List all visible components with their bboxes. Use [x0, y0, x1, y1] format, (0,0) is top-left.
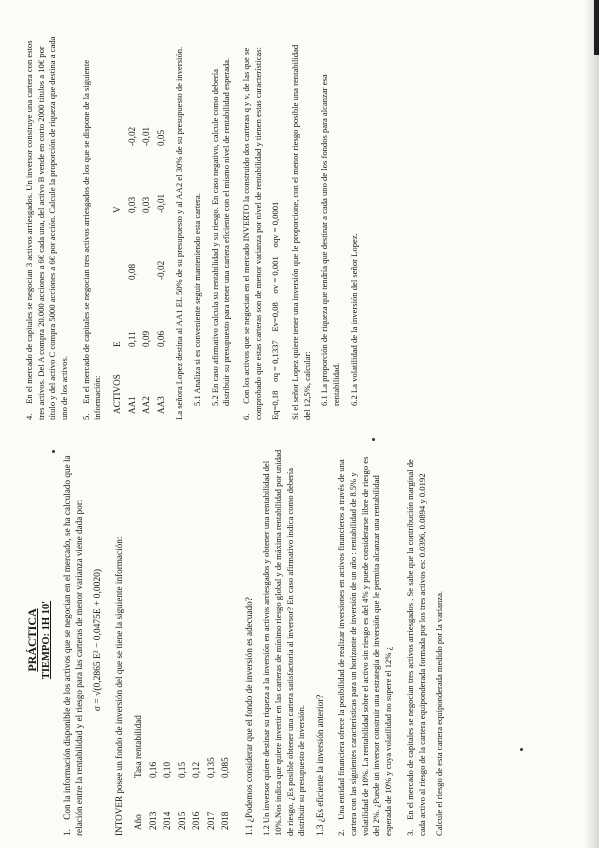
table-row: 2014 0,10 [162, 761, 173, 830]
question-5-2: 5.2 En caso afirmativo calcula su rentabilidad y su riesgo. En caso negativo, calcule como debería distribuir su presupuesto para tener una cartera eficiente con el mismo nivel de rentabilidad esperada. [209, 57, 232, 406]
right-column [24, 36, 366, 420]
assets-table [110, 85, 168, 420]
table-header-row [110, 85, 125, 420]
table-header-row [131, 709, 146, 836]
question-1-3: 1.3 ¿Es eficiente la inversión anterior? [314, 694, 325, 836]
table-row: AA3 0,06 -0,02 -0,01 0,05 [155, 129, 166, 414]
scan-edge-shadow [594, 0, 599, 55]
problem-1-statement: 1. Con la información disponible de los activos que se negocian en el mercado, se ha calculado que la relación entre la rentabilidad y el riesgo para las carteras de menor varianza viene dada por: [61, 455, 85, 836]
table-header: ACTIVOS [112, 374, 123, 414]
returns-table [131, 709, 233, 836]
table-row: 2017 0,135 [205, 757, 216, 830]
table-row: AA2 0,09 0,03 -0,01 [141, 126, 152, 414]
problem-4: 4. En el mercado de capitales se negocian 3 activos arriesgados. Un inversor construye una cartera con estos tres activos. Del A compra 20.000 acciones a 6€ cada una, del activo B vende en corto 2000 títulos a 10€ por título y del activo C compra 5000 acciones a 6€ por acción. Calcule la proporción de riqueza que destina a cada uno de los activos. [24, 36, 70, 420]
table-header [110, 219, 125, 286]
table-header: Año [133, 814, 144, 830]
table-header: V [112, 206, 123, 213]
problem-3-question: Calcule el riesgo de esta cartera equiponderada medido por la varianza. [434, 590, 445, 836]
problem-6: 6. Con los activos que se negocian en el mercado INVERTO la construido dos carteras q y v, de las que se comprobado que estas carteras son de menor varianza por nivel de rentabilidad y tienen estas características: [240, 47, 263, 420]
table-row: 2013 0,16 [147, 761, 158, 830]
problem-5-intro: 5. En el mercado de capitales se negocian tres activos arriesgados de los que se dispone de la siguiente información: [80, 59, 103, 420]
table-row: 2016 0,12 [191, 761, 202, 830]
table-header: E [112, 341, 123, 347]
table-row: AA1 0,11 0,08 0,03 -0,02 [126, 126, 137, 414]
left-column [24, 444, 452, 836]
question-1-1: 1.1 ¿Podemos considerar que el fondo de inversión es adecuado? [243, 597, 254, 836]
problem-2: 2. Una entidad financiera ofrece la posibilidad de realizar inversiones en activos financieros a través de una cartera con las siguientes características para un horizonte de inversión de un año : rentabilidad de 8.5% y volatilidad de 10%. La rentabilidad sobre el activo sin riesgo es del 4% y puede considerarse libre de riesgo es del 2%. ¿Puede un inversor construir una estrategia de inversión que le permita alcanzar una rentabilidad esperada de 10% y cuya volatilidad no supere el 12% ¿ [336, 456, 394, 836]
frontier-formula: σ = √(0,2865 E² − 0,0475E + 0,0020) [92, 568, 103, 712]
rotated-document [24, 36, 584, 836]
question-5-1: 5.1 Analiza si es conveniente seguir manteniendo esta cartera. [191, 193, 202, 406]
question-6-1: 6.1 La proporción de riqueza que tendría que destinar a cada uno de los fondos para alcanzar esa rentabilidad. [319, 74, 342, 406]
question-1-2: 1.2 Un inversor quiere destinar su riqueza a la inversión en activos arriesgados y obtener una rentabilidad del 10%.Nos indica que quiere invertir en las carteras de mínimo riesgo global y de máxima rentabilidad por unidad de riesgo. ¿Es posible obtener una cartera satisfactoria al inversor? En caso afirmativo indica como debería distribuir su presupuesto de inversión. [261, 449, 307, 836]
page-title: PRÁCTICA [25, 608, 39, 672]
time-limit: TIEMPO: 1H 10' [41, 600, 53, 680]
problem-6-data: Eq=0,18 σq = 0,1337 Ev=0,08 σv = 0,001 σqv = 0,0001 [270, 201, 281, 420]
problem-5-text: La señora Lopez destina al AA1 EL 50% de su presupuesto y al AA2 el 30% de su presupuesto de inversión. [174, 46, 185, 420]
problem-6-text-2: Si el señor Lopez quiere tener una inversión que le proporcione, con el menor riesgo posible una rentabilidad del 12,5%, calcular: [290, 44, 312, 420]
table-row: 2015 0,15 [176, 761, 187, 830]
table-header: Tasa rentabilidad [133, 715, 144, 778]
question-6-2: 6.2 La volatilidad de la inversión del señor Lopez. [348, 233, 359, 406]
problem-1-intro: INTOVER posee un fondo de inversión del que se tiene la siguiente información: [113, 536, 124, 836]
table-row: 2018 0,085 [220, 757, 231, 830]
problem-3: 3. En el mercado de capitales se negocian tres activos arriesgados . Se sabe que la contribución marginal de cada activo al riesgo de la cartera equiponderada formada por los tres activos es: 0.0396, 0.0894 y 0.0192 [404, 459, 427, 836]
